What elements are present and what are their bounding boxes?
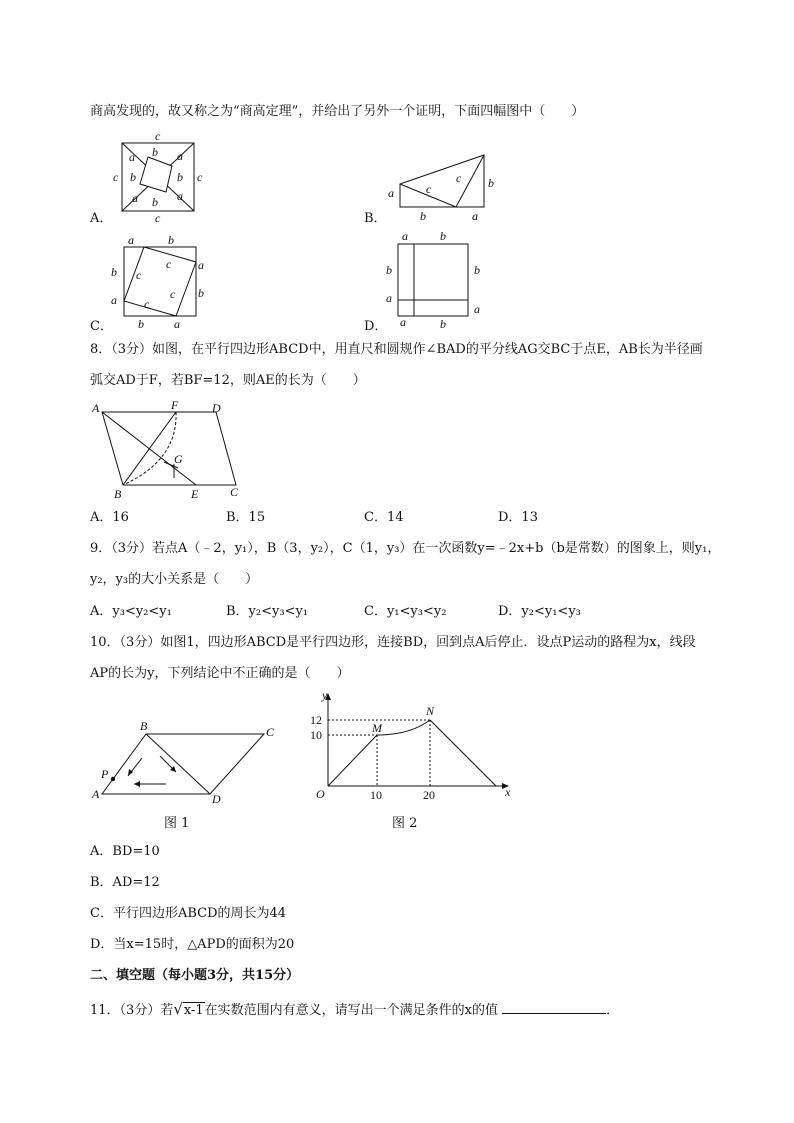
label-c: c — [170, 287, 176, 301]
q11-radicand: x-1 — [183, 1003, 204, 1018]
q9-line2: y₂，y₃的大小关系是（ ） — [90, 572, 259, 587]
fig2-y-axis-label: y — [322, 688, 328, 702]
fig1-point-d: D — [212, 792, 221, 806]
fig1-point-c: C — [266, 725, 275, 739]
label-b: b — [152, 145, 158, 159]
label-b: b — [420, 209, 426, 223]
fig2-x-axis-label: x — [505, 785, 511, 799]
label-a: a — [400, 315, 406, 329]
q10-option-b: B．AD=12 — [90, 875, 160, 890]
fig1-caption: 图 1 — [164, 816, 190, 831]
label-a: a — [472, 209, 478, 223]
q11-end: ． — [606, 1003, 620, 1018]
point-g: G — [174, 452, 183, 466]
fig2-tick-10: 10 — [310, 728, 322, 742]
label-a: a — [177, 149, 183, 163]
q9-line1: 9．（3分）若点A（﹣2，y₁），B（3，y₂），C（1，y₃）在一次函数y=﹣2x+b（b是常数）的图象上，则y₁， — [90, 541, 721, 556]
intro-line: 商高发现的，故又称之为“商高定理”，并给出了另外一个证明，下面四幅图中（ ） — [90, 104, 585, 119]
q7-option-d: D． — [364, 319, 388, 334]
q10-option-a: A．BD=10 — [90, 844, 160, 859]
point-a: A — [92, 401, 100, 415]
q8-option-b: B．15 — [226, 510, 266, 525]
sqrt-symbol: √ — [173, 1000, 183, 1018]
fig2-tick-x10: 10 — [370, 788, 382, 802]
label-c: c — [155, 211, 161, 225]
point-b: B — [114, 487, 122, 501]
q9-option-d: D．y₂<y₁<y₃ — [498, 604, 581, 619]
fig2-tick-x20: 20 — [423, 788, 435, 802]
q8-option-a: A．16 — [90, 510, 129, 525]
label-a: a — [177, 189, 183, 203]
q7-option-c: C． — [90, 319, 113, 334]
q10-option-c: C．平行四边形ABCD的周长为44 — [90, 906, 287, 921]
section-heading: 二、填空题（每小题3分，共15分） — [90, 968, 300, 983]
label-c: c — [197, 170, 203, 184]
label-c: c — [136, 268, 142, 282]
fig1-point-a: A — [92, 787, 100, 801]
q7-figure-c — [108, 232, 208, 331]
label-a: a — [198, 258, 204, 272]
label-b: b — [111, 265, 117, 279]
q11-prefix: 11．（3分）若 — [90, 1003, 174, 1018]
q11-suffix: 在实数范围内有意义，请写出一个满足条件的x的值 — [204, 1003, 499, 1018]
label-a: a — [402, 229, 408, 243]
label-b: b — [488, 176, 494, 190]
label-a: a — [386, 291, 392, 305]
q8-line2: 弧交AD于F，若BF=12，则AE的长为（ ） — [90, 373, 366, 388]
q10-option-d: D．当x=15时，△APD的面积为20 — [90, 937, 295, 952]
q7-figure-a — [108, 129, 208, 225]
label-c: c — [166, 257, 172, 271]
label-c: c — [144, 297, 150, 311]
q8-option-d: D．13 — [498, 510, 538, 525]
label-a: a — [388, 186, 394, 200]
label-b: b — [177, 170, 183, 184]
point-c: C — [230, 485, 239, 499]
q10-line2: AP的长为y，下列结论中不正确的是（ ） — [90, 666, 350, 681]
label-a: a — [132, 191, 138, 205]
label-a: a — [111, 293, 117, 307]
label-c: c — [155, 129, 161, 143]
label-b: b — [474, 263, 480, 277]
q8-option-c: C．14 — [364, 510, 404, 525]
fig2-caption: 图 2 — [392, 816, 418, 831]
q10-line1: 10．（3分）如图1，四边形ABCD是平行四边形，连接BD，回到点A后停止．设点P运动的路程为x，线段 — [90, 635, 696, 650]
q7-option-b: B． — [364, 211, 387, 226]
q11-line — [90, 1001, 619, 1019]
answer-blank[interactable] — [502, 1001, 606, 1014]
point-f: F — [171, 398, 179, 412]
point-d: D — [212, 401, 221, 415]
q7-option-a: A． — [90, 211, 113, 226]
fig2-origin: O — [316, 787, 325, 801]
label-a: a — [129, 150, 135, 164]
fig2-tick-12: 12 — [310, 713, 322, 727]
label-b: b — [130, 170, 136, 184]
q10-figure-1 — [88, 720, 288, 810]
label-b: b — [152, 195, 158, 209]
q7-figure-b — [384, 150, 504, 230]
label-a: a — [174, 317, 180, 331]
fig1-point-b: B — [140, 719, 148, 733]
fig2-point-n: N — [426, 704, 435, 718]
label-c: c — [456, 171, 462, 185]
q8-figure — [88, 398, 258, 502]
q10-figure-2 — [306, 688, 522, 806]
q9-option-c: C．y₁<y₃<y₂ — [364, 604, 447, 619]
label-c: c — [113, 170, 119, 184]
label-b: b — [168, 233, 174, 247]
fig2-point-m: M — [372, 721, 382, 735]
q9-option-b: B．y₂<y₃<y₁ — [226, 604, 309, 619]
label-b: b — [138, 317, 144, 331]
q9-option-a: A．y₃<y₂<y₁ — [90, 604, 172, 619]
label-c: c — [426, 182, 432, 196]
q7-figure-d — [384, 229, 494, 331]
label-b: b — [386, 263, 392, 277]
label-a: a — [128, 233, 134, 247]
label-b: b — [440, 229, 446, 243]
label-b: b — [198, 286, 204, 300]
label-a: a — [474, 302, 480, 316]
point-e: E — [191, 487, 199, 501]
q8-line1: 8．（3分）如图，在平行四边形ABCD中，用直尺和圆规作∠BAD的平分线AG交BC于点E，AB长为半径画 — [90, 342, 703, 357]
fig1-point-p: P — [101, 767, 109, 781]
label-b: b — [440, 317, 446, 331]
